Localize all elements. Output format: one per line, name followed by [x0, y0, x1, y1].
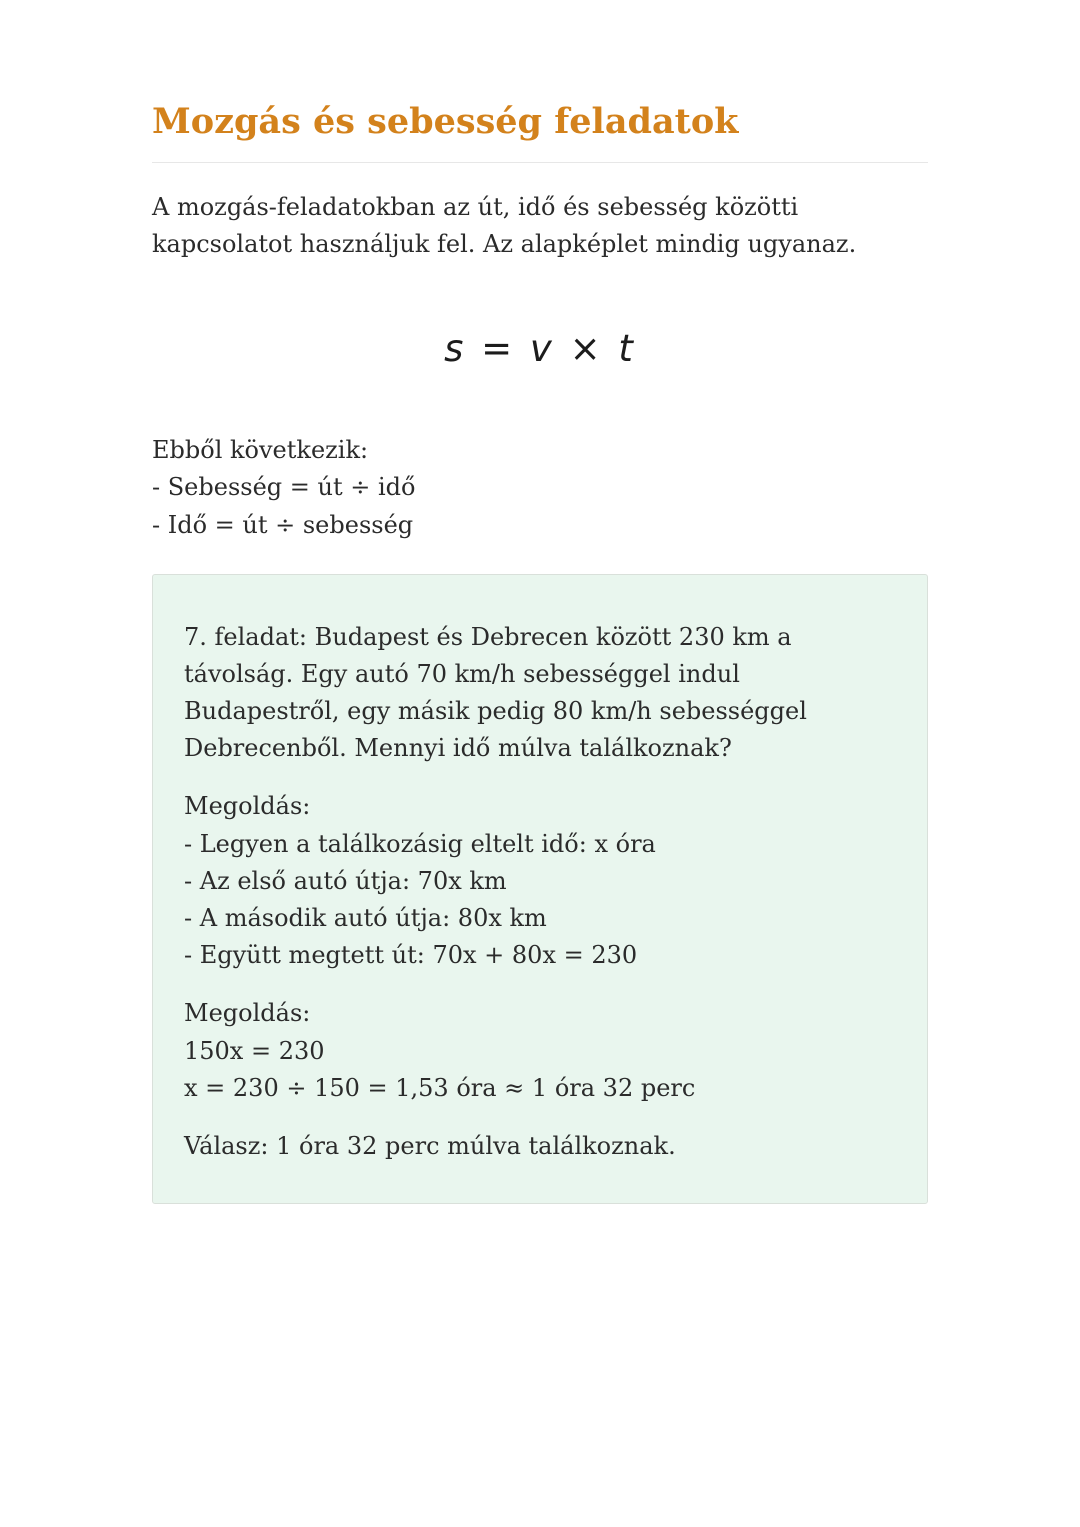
solution-setup-item: - Legyen a találkozásig eltelt idő: x óra: [184, 829, 656, 858]
formula-text: s = v × t: [444, 327, 636, 371]
solution-calc-line: x = 230 ÷ 150 = 1,53 óra ≈ 1 óra 32 perc: [184, 1073, 696, 1102]
solution-calc-heading: Megoldás:: [184, 999, 311, 1028]
solution-setup-item: - Az első autó útja: 70x km: [184, 866, 507, 895]
formula-block: [152, 327, 928, 370]
consequence-item: - Idő = út ÷ sebesség: [152, 510, 414, 539]
intro-paragraph: A mozgás-feladatokban az út, idő és sebesség közötti kapcsolatot használjuk fel. Az alapképlet mindig ugyanaz.: [152, 192, 857, 258]
document-page: [152, 0, 928, 1204]
consequence-heading: Ebből következik:: [152, 436, 369, 465]
consequence-section: [152, 432, 928, 544]
solution-setup-heading: Megoldás:: [184, 792, 311, 821]
solution-setup-item: - Együtt megtett út: 70x + 80x = 230: [184, 941, 638, 970]
page-title: Mozgás és sebesség feladatok: [152, 101, 739, 142]
solution-setup-item: - A második autó útja: 80x km: [184, 904, 547, 932]
solution-calc-section: [184, 995, 896, 1107]
problem-statement: 7. feladat: Budapest és Debrecen között 230 km a távolság. Egy autó 70 km/h sebességgel indul Budapestről, egy másik pedig 80 km/h sebességgel Debrecenből. Mennyi idő múlva találkoznak?: [184, 622, 807, 763]
solution-setup-section: [184, 788, 896, 974]
solution-calc-line: 150x = 230: [184, 1036, 325, 1065]
consequence-item: - Sebesség = út ÷ idő: [152, 473, 416, 502]
answer-line: Válasz: 1 óra 32 perc múlva találkoznak.: [184, 1131, 676, 1160]
title-divider: [152, 162, 928, 163]
problem-box: [152, 574, 928, 1204]
